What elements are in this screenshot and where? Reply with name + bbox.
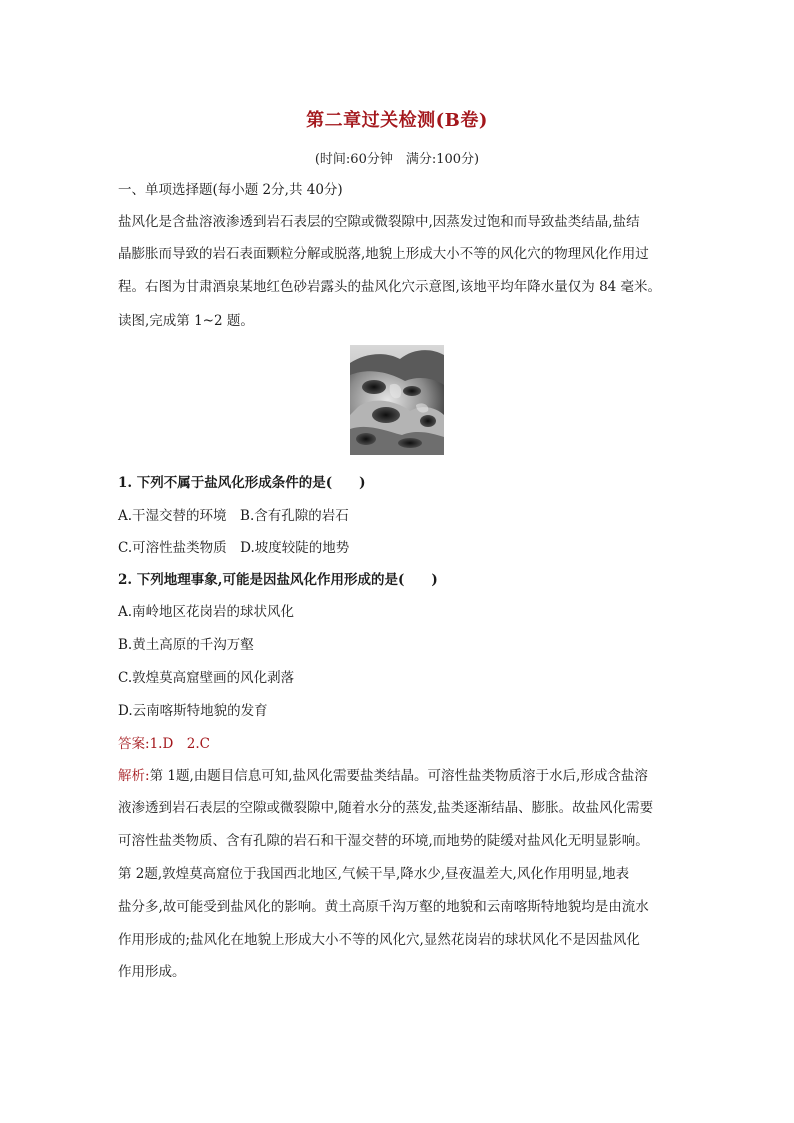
- question-2-option-b: B.黄土高原的千沟万壑: [118, 637, 254, 653]
- section-heading: 一、单项选择题(每小题 2分,共 40分): [118, 182, 343, 198]
- material-line: 程。右图为甘肃酒泉某地红色砂岩露头的盐风化穴示意图,该地平均年降水量仅为 84 毫米。: [118, 279, 662, 295]
- analysis-line: 液渗透到岩石表层的空隙或微裂隙中,随着水分的蒸发,盐类逐渐结晶、膨胀。故盐风化需要: [118, 800, 654, 816]
- analysis-line: 作用形成的;盐风化在地貌上形成大小不等的风化穴,显然花岗岩的球状风化不是因盐风化: [118, 932, 640, 948]
- question-2-stem: 2. 下列地理事象,可能是因盐风化作用形成的是( ): [118, 572, 438, 588]
- analysis-line: 第 2题,敦煌莫高窟位于我国西北地区,气候干旱,降水少,昼夜温差大,风化作用明显,地表: [118, 866, 630, 882]
- analysis-line: 作用形成。: [118, 964, 186, 980]
- question-1-options-ab: A.干湿交替的环境 B.含有孔隙的岩石: [118, 508, 349, 524]
- analysis-line: 可溶性盐类物质、含有孔隙的岩石和干湿交替的环境,而地势的陡缓对盐风化无明显影响。: [118, 833, 649, 849]
- analysis-text: 第 1题,由题目信息可知,盐风化需要盐类结晶。可溶性盐类物质溶于水后,形成含盐溶: [149, 768, 648, 784]
- analysis-label: 解析:: [118, 768, 150, 784]
- answer-line: [118, 734, 698, 754]
- exam-meta: (时间:60分钟 满分:100分): [314, 152, 480, 167]
- salt-weathering-photo: [350, 345, 444, 455]
- analysis-line: [118, 766, 698, 786]
- answer-value: 1.D 2.C: [149, 736, 210, 752]
- question-2-option-a: A.南岭地区花岗岩的球状风化: [118, 604, 295, 620]
- answer-label: 答案:: [118, 736, 150, 752]
- material-line: 晶膨胀而导致的岩石表面颗粒分解或脱落,地貌上形成大小不等的风化穴的物理风化作用过: [118, 246, 649, 262]
- material-line: 盐风化是含盐溶液渗透到岩石表层的空隙或微裂隙中,因蒸发过饱和而导致盐类结晶,盐结: [118, 214, 640, 230]
- question-1-stem: 1. 下列不属于盐风化形成条件的是( ): [118, 475, 366, 491]
- question-2-option-c: C.敦煌莫高窟壁画的风化剥落: [118, 670, 295, 686]
- analysis-line: 盐分多,故可能受到盐风化的影响。黄土高原千沟万壑的地貌和云南喀斯特地貌均是由流水: [118, 899, 649, 915]
- question-2-option-d: D.云南喀斯特地貌的发育: [118, 703, 268, 719]
- question-1-options-cd: C.可溶性盐类物质 D.坡度较陡的地势: [118, 540, 350, 556]
- page-title: 第二章过关检测(B卷): [306, 110, 488, 131]
- material-line: 读图,完成第 1~2 题。: [118, 313, 254, 329]
